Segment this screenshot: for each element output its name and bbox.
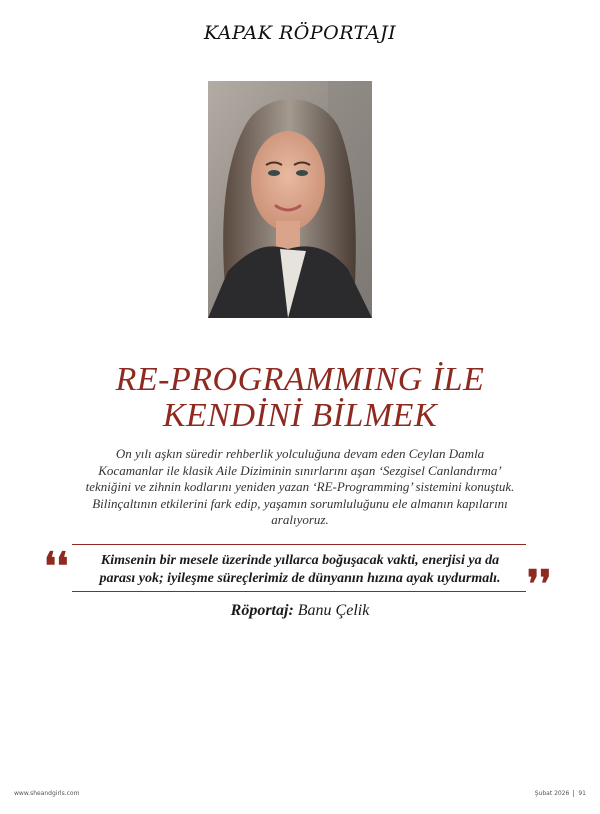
intro-line: Kocamanlar ile klasik Aile Diziminin sınırlarını aşan ‘Sezgisel Canlandırma’ — [98, 462, 502, 478]
portrait-photo — [208, 81, 372, 318]
intro-line: Bilinçaltının etkilerini fark edip, yaşamın sorumluluğunu ele almanın kapılarını — [92, 495, 508, 511]
quote-top-rule — [72, 544, 526, 545]
footer-website: www.sheandgirls.com — [14, 790, 80, 797]
intro-line: On yılı aşkın süredir rehberlik yolculuğuna devam eden Ceylan Damla — [115, 446, 485, 461]
close-quote-icon: ❜❜ — [527, 564, 552, 606]
byline-author: Banu Çelik — [297, 602, 370, 619]
footer-page-number: 91 — [578, 790, 586, 797]
pull-quote-line-2: parası yok; iyileşme süreçlerimiz de dünyanın hızına ayak uydurmalı. — [99, 571, 501, 586]
intro-line: tekniğini ve zihnin kodlarını yeniden yazan ‘RE-Programming’ sistemini konuştuk. — [85, 479, 515, 494]
pull-quote — [62, 552, 538, 588]
footer-issue: Şubat 2026 — [534, 790, 570, 797]
byline-label: Röportaj: — [230, 602, 294, 619]
section-label: KAPAK RÖPORTAJI — [203, 22, 397, 44]
headline-line-2: KENDİNİ BİLMEK — [162, 397, 438, 434]
headline-line-1: RE-PROGRAMMING İLE — [115, 361, 485, 398]
footer-divider — [573, 790, 574, 797]
pull-quote-line-1: Kimsenin bir mesele üzerinde yıllarca boğuşacak vakti, enerjisi ya da — [100, 553, 500, 568]
quote-bottom-rule — [72, 591, 526, 592]
open-quote-icon: ❛❛ — [44, 546, 69, 588]
byline — [0, 602, 600, 620]
article-headline — [0, 362, 600, 434]
intro-paragraph — [48, 446, 552, 529]
intro-line: aralıyoruz. — [271, 512, 329, 527]
footer-issue-info — [535, 790, 586, 797]
